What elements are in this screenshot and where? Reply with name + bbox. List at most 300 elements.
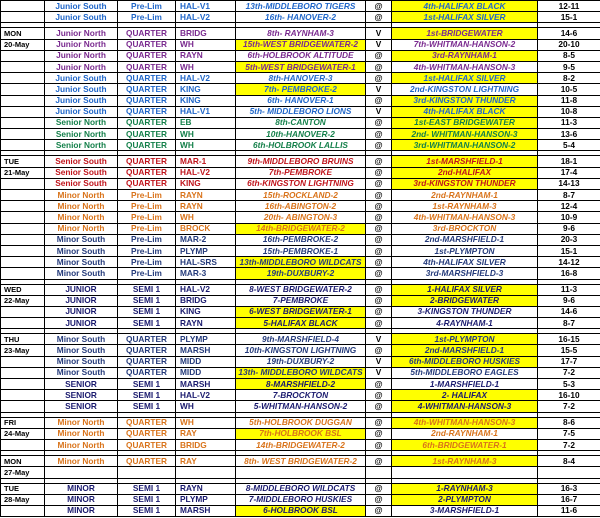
day-cell <box>1 379 45 390</box>
division-cell: Minor North <box>45 212 118 223</box>
field-cell: EB <box>176 117 236 128</box>
day-cell <box>1 234 45 245</box>
field-cell: KING <box>176 95 236 106</box>
round-cell: QUARTER <box>118 140 176 151</box>
score-cell: 7-2 <box>538 439 600 450</box>
field-cell: WH <box>176 61 236 72</box>
day-cell: 23-May <box>1 345 45 356</box>
score-cell: 7-2 <box>538 367 600 378</box>
score-cell: 17-7 <box>538 356 600 367</box>
away-team-cell: 1st-BRIDGEWATER <box>392 28 538 39</box>
table-row <box>1 356 600 367</box>
day-cell: 21-May <box>1 167 45 178</box>
away-team-cell: 1st-PLYMPTON <box>392 334 538 345</box>
day-cell: TUE <box>1 483 45 494</box>
table-row <box>1 367 600 378</box>
table-row <box>1 505 600 516</box>
score-cell: 7-5 <box>538 428 600 439</box>
day-cell <box>1 223 45 234</box>
score-cell: 9-6 <box>538 223 600 234</box>
score-cell: 5-4 <box>538 140 600 151</box>
division-cell: Junior North <box>45 50 118 61</box>
away-team-cell: 1-RAYNHAM-3 <box>392 483 538 494</box>
day-cell <box>1 190 45 201</box>
table-row <box>1 178 600 189</box>
score-cell: 11-8 <box>538 95 600 106</box>
score-cell: 16-8 <box>538 268 600 279</box>
day-cell <box>1 95 45 106</box>
field-cell: PLYMP <box>176 494 236 505</box>
home-team-cell: 6th-KINGSTON LIGHTNING <box>236 178 366 189</box>
round-cell: QUARTER <box>118 178 176 189</box>
home-team-cell: 6-HOLBROOK BSL <box>236 505 366 516</box>
home-team-cell: 9th-MIDDLEBORO BRUINS <box>236 156 366 167</box>
field-cell: HAL-V2 <box>176 167 236 178</box>
round-cell: QUARTER <box>118 73 176 84</box>
table-row <box>1 201 600 212</box>
field-cell: WH <box>176 140 236 151</box>
table-row <box>1 390 600 401</box>
score-cell: 12-11 <box>538 1 600 12</box>
home-team-cell: 13th-MIDDLEBORO WILDCATS <box>236 257 366 268</box>
day-cell: WED <box>1 284 45 295</box>
table-row <box>1 84 600 95</box>
field-cell: KING <box>176 84 236 95</box>
home-team-cell: 6th-HOLBROOK LALLIS <box>236 140 366 151</box>
day-cell <box>1 1 45 12</box>
home-team-cell: 7th-HOLBROOK BSL <box>236 428 366 439</box>
division-cell: JUNIOR <box>45 318 118 329</box>
home-team-cell: 5-WHITMAN-HANSON-2 <box>236 401 366 412</box>
day-cell <box>1 117 45 128</box>
division-cell: Minor North <box>45 439 118 450</box>
round-cell: QUARTER <box>118 117 176 128</box>
round-cell: QUARTER <box>118 345 176 356</box>
day-cell: THU <box>1 334 45 345</box>
away-team-cell: 3rd-BROCKTON <box>392 223 538 234</box>
venue-symbol-cell: @ <box>366 456 392 467</box>
round-cell: Pre-Lim <box>118 12 176 23</box>
venue-symbol-cell: @ <box>366 12 392 23</box>
round-cell <box>118 467 176 478</box>
score-cell: 9-6 <box>538 295 600 306</box>
score-cell: 16-15 <box>538 334 600 345</box>
venue-symbol-cell: @ <box>366 223 392 234</box>
day-cell <box>1 390 45 401</box>
score-cell: 9-5 <box>538 61 600 72</box>
away-team-cell: 6th-BRIDGEWATER-1 <box>392 439 538 450</box>
venue-symbol-cell: V <box>366 356 392 367</box>
round-cell: QUARTER <box>118 28 176 39</box>
home-team-cell: 5th- MIDDLEBORO LIONS <box>236 106 366 117</box>
venue-symbol-cell: V <box>366 334 392 345</box>
home-team-cell: 14th-BRIDGEWATER-2 <box>236 223 366 234</box>
round-cell: SEMI 1 <box>118 505 176 516</box>
table-row <box>1 379 600 390</box>
score-cell <box>538 467 600 478</box>
table-row <box>1 167 600 178</box>
table-row <box>1 467 600 478</box>
venue-symbol-cell: @ <box>366 50 392 61</box>
day-cell <box>1 367 45 378</box>
home-team-cell: 8-MIDDLEBORO WILDCATS <box>236 483 366 494</box>
home-team-cell <box>236 467 366 478</box>
venue-symbol-cell: @ <box>366 505 392 516</box>
away-team-cell: 1-MARSHFIELD-1 <box>392 379 538 390</box>
venue-symbol-cell: V <box>366 39 392 50</box>
division-cell: Minor South <box>45 367 118 378</box>
day-cell <box>1 505 45 516</box>
day-cell <box>1 318 45 329</box>
table-row <box>1 284 600 295</box>
score-cell: 8-7 <box>538 318 600 329</box>
away-team-cell: 3-MARSHFIELD-1 <box>392 505 538 516</box>
day-cell <box>1 306 45 317</box>
away-team-cell: 2nd-RAYNHAM-1 <box>392 428 538 439</box>
venue-symbol-cell: @ <box>366 284 392 295</box>
field-cell: HAL-V2 <box>176 390 236 401</box>
division-cell: Senior North <box>45 117 118 128</box>
score-cell: 8-2 <box>538 73 600 84</box>
division-cell: Minor North <box>45 417 118 428</box>
score-cell: 11-6 <box>538 505 600 516</box>
division-cell: Minor South <box>45 334 118 345</box>
away-team-cell: 2-PLYMPTON <box>392 494 538 505</box>
round-cell: SEMI 1 <box>118 494 176 505</box>
away-team-cell: 4th-HALIFAX SILVER <box>392 257 538 268</box>
score-cell: 15-5 <box>538 345 600 356</box>
field-cell: HAL-V2 <box>176 73 236 84</box>
venue-symbol-cell: @ <box>366 117 392 128</box>
away-team-cell: 1st-EAST BRIDGEWATER <box>392 117 538 128</box>
field-cell: MAR-3 <box>176 268 236 279</box>
field-cell: PLYMP <box>176 334 236 345</box>
score-cell: 8-4 <box>538 456 600 467</box>
field-cell: WH <box>176 417 236 428</box>
venue-symbol-cell: @ <box>366 245 392 256</box>
field-cell: MIDD <box>176 367 236 378</box>
away-team-cell: 4th-HALIFAX BLACK <box>392 1 538 12</box>
division-cell: Junior South <box>45 1 118 12</box>
away-team-cell: 2nd-HALIFAX <box>392 167 538 178</box>
division-cell: Junior North <box>45 39 118 50</box>
day-cell <box>1 257 45 268</box>
table-row <box>1 245 600 256</box>
schedule-body <box>1 1 600 517</box>
division-cell: SENIOR <box>45 390 118 401</box>
field-cell: RAYN <box>176 318 236 329</box>
round-cell: SEMI 1 <box>118 306 176 317</box>
score-cell: 14-6 <box>538 28 600 39</box>
day-cell: FRI <box>1 417 45 428</box>
venue-symbol-cell: @ <box>366 190 392 201</box>
day-cell: TUE <box>1 156 45 167</box>
away-team-cell: 7th-WHITMAN-HANSON-2 <box>392 39 538 50</box>
field-cell: KING <box>176 178 236 189</box>
venue-symbol-cell: @ <box>366 178 392 189</box>
venue-symbol-cell: @ <box>366 428 392 439</box>
away-team-cell: 3rd-WHITMAN-HANSON-2 <box>392 140 538 151</box>
home-team-cell: 15th-PEMBROKE-1 <box>236 245 366 256</box>
away-team-cell: 2- HALIFAX <box>392 390 538 401</box>
day-cell: 24-May <box>1 428 45 439</box>
field-cell: RAY <box>176 456 236 467</box>
field-cell: BRIDG <box>176 295 236 306</box>
day-cell: 22-May <box>1 295 45 306</box>
round-cell: Pre-Lim <box>118 234 176 245</box>
table-row <box>1 306 600 317</box>
score-cell: 14-13 <box>538 178 600 189</box>
score-cell: 16-3 <box>538 483 600 494</box>
round-cell: QUARTER <box>118 61 176 72</box>
table-row <box>1 140 600 151</box>
venue-symbol-cell: @ <box>366 483 392 494</box>
field-cell <box>176 467 236 478</box>
score-cell: 16-10 <box>538 390 600 401</box>
home-team-cell: 20th- ABINGTON-3 <box>236 212 366 223</box>
division-cell: MINOR <box>45 483 118 494</box>
venue-symbol-cell: @ <box>366 318 392 329</box>
score-cell: 15-1 <box>538 245 600 256</box>
score-cell: 8-6 <box>538 417 600 428</box>
venue-symbol-cell: @ <box>366 257 392 268</box>
home-team-cell: 6th-HOLBROOK ALTITUDE <box>236 50 366 61</box>
division-cell: SENIOR <box>45 379 118 390</box>
away-team-cell: 1st-RAYNHAM-3 <box>392 201 538 212</box>
day-cell: MON <box>1 456 45 467</box>
round-cell: QUARTER <box>118 156 176 167</box>
home-team-cell: 19th-DUXBURY-2 <box>236 268 366 279</box>
field-cell: RAYN <box>176 50 236 61</box>
field-cell: KING <box>176 306 236 317</box>
field-cell: MIDD <box>176 356 236 367</box>
table-row <box>1 12 600 23</box>
away-team-cell: 3rd-KINGSTON THUNDER <box>392 178 538 189</box>
division-cell: Junior North <box>45 61 118 72</box>
venue-symbol-cell: @ <box>366 167 392 178</box>
score-cell: 8-7 <box>538 190 600 201</box>
home-team-cell: 7th-PEMBROKE <box>236 167 366 178</box>
venue-symbol-cell: @ <box>366 95 392 106</box>
division-cell: Senior North <box>45 129 118 140</box>
table-row <box>1 295 600 306</box>
day-cell <box>1 212 45 223</box>
round-cell: QUARTER <box>118 167 176 178</box>
home-team-cell: 15th-ROCKLAND-2 <box>236 190 366 201</box>
table-row <box>1 494 600 505</box>
field-cell: PLYMP <box>176 245 236 256</box>
away-team-cell: 2nd-MARSHFIELD-1 <box>392 234 538 245</box>
score-cell: 18-1 <box>538 156 600 167</box>
day-cell <box>1 129 45 140</box>
home-team-cell: 8-WEST BRIDGEWATER-2 <box>236 284 366 295</box>
venue-symbol-cell: @ <box>366 268 392 279</box>
home-team-cell: 7-BROCKTON <box>236 390 366 401</box>
division-cell: Junior North <box>45 28 118 39</box>
table-row <box>1 223 600 234</box>
field-cell: MAR-1 <box>176 156 236 167</box>
field-cell: MARSH <box>176 345 236 356</box>
venue-symbol-cell: @ <box>366 379 392 390</box>
field-cell: RAYN <box>176 483 236 494</box>
day-cell <box>1 106 45 117</box>
division-cell: Junior South <box>45 106 118 117</box>
field-cell: MAR-2 <box>176 234 236 245</box>
table-row <box>1 268 600 279</box>
away-team-cell: 4th-HALIFAX BLACK <box>392 106 538 117</box>
round-cell: QUARTER <box>118 428 176 439</box>
score-cell: 8-5 <box>538 50 600 61</box>
round-cell: Pre-Lim <box>118 223 176 234</box>
away-team-cell: 2nd- WHITMAN-HANSON-3 <box>392 129 538 140</box>
division-cell: SENIOR <box>45 401 118 412</box>
venue-symbol-cell: @ <box>366 417 392 428</box>
field-cell: HAL-V1 <box>176 106 236 117</box>
away-team-cell: 1st-PLYMPTON <box>392 245 538 256</box>
division-cell: Minor South <box>45 268 118 279</box>
field-cell: HAL-V2 <box>176 284 236 295</box>
round-cell: QUARTER <box>118 50 176 61</box>
home-team-cell: 7-PEMBROKE <box>236 295 366 306</box>
table-row <box>1 50 600 61</box>
home-team-cell: 9th-MARSHFIELD-4 <box>236 334 366 345</box>
round-cell: SEMI 1 <box>118 379 176 390</box>
day-cell: 27-May <box>1 467 45 478</box>
score-cell: 15-1 <box>538 12 600 23</box>
division-cell: Senior South <box>45 167 118 178</box>
field-cell: WH <box>176 401 236 412</box>
division-cell: Senior North <box>45 140 118 151</box>
field-cell: BRIDG <box>176 439 236 450</box>
day-cell <box>1 201 45 212</box>
home-team-cell: 7th- PEMBROKE-2 <box>236 84 366 95</box>
division-cell: Minor North <box>45 190 118 201</box>
venue-symbol-cell: @ <box>366 129 392 140</box>
day-cell <box>1 84 45 95</box>
division-cell: Minor North <box>45 223 118 234</box>
field-cell: WH <box>176 39 236 50</box>
away-team-cell: 3-KINGSTON THUNDER <box>392 306 538 317</box>
away-team-cell: 5th-MIDDLEBORO EAGLES <box>392 367 538 378</box>
day-cell <box>1 12 45 23</box>
division-cell: JUNIOR <box>45 284 118 295</box>
round-cell: SEMI 1 <box>118 401 176 412</box>
round-cell: QUARTER <box>118 456 176 467</box>
round-cell: Pre-Lim <box>118 1 176 12</box>
score-cell: 11-3 <box>538 284 600 295</box>
score-cell: 17-4 <box>538 167 600 178</box>
venue-symbol-cell: @ <box>366 156 392 167</box>
table-row <box>1 212 600 223</box>
home-team-cell: 19th-DUXBURY-2 <box>236 356 366 367</box>
day-cell <box>1 178 45 189</box>
away-team-cell: 1-HALIFAX SILVER <box>392 284 538 295</box>
day-cell <box>1 268 45 279</box>
round-cell: Pre-Lim <box>118 245 176 256</box>
round-cell: SEMI 1 <box>118 483 176 494</box>
away-team-cell <box>392 467 538 478</box>
score-cell: 10-8 <box>538 106 600 117</box>
division-cell: Minor South <box>45 345 118 356</box>
field-cell: RAY <box>176 428 236 439</box>
division-cell: MINOR <box>45 494 118 505</box>
away-team-cell: 2-BRIDGEWATER <box>392 295 538 306</box>
home-team-cell: 14th-BRIDGEWATER-2 <box>236 439 366 450</box>
round-cell: QUARTER <box>118 95 176 106</box>
score-cell: 12-4 <box>538 201 600 212</box>
day-cell: MON <box>1 28 45 39</box>
away-team-cell: 2nd-RAYNHAM-1 <box>392 190 538 201</box>
field-cell: BROCK <box>176 223 236 234</box>
field-cell: RAYN <box>176 201 236 212</box>
round-cell: SEMI 1 <box>118 295 176 306</box>
away-team-cell: 1st-RAYNHAM-3 <box>392 456 538 467</box>
home-team-cell: 16th- HANOVER-2 <box>236 12 366 23</box>
home-team-cell: 16th-PEMBROKE-2 <box>236 234 366 245</box>
home-team-cell: 8th-HANOVER-3 <box>236 73 366 84</box>
day-cell <box>1 61 45 72</box>
division-cell: Junior South <box>45 73 118 84</box>
table-row <box>1 334 600 345</box>
field-cell: HAL-V1 <box>176 1 236 12</box>
home-team-cell: 10th-HANOVER-2 <box>236 129 366 140</box>
division-cell <box>45 467 118 478</box>
home-team-cell: 16th-ABINGTON-2 <box>236 201 366 212</box>
away-team-cell: 1st-HALIFAX SILVER <box>392 73 538 84</box>
round-cell: SEMI 1 <box>118 284 176 295</box>
division-cell: Junior South <box>45 84 118 95</box>
day-cell <box>1 73 45 84</box>
round-cell: Pre-Lim <box>118 268 176 279</box>
table-row <box>1 61 600 72</box>
table-row <box>1 234 600 245</box>
venue-symbol-cell: @ <box>366 61 392 72</box>
field-cell: MARSH <box>176 379 236 390</box>
venue-symbol-cell: @ <box>366 390 392 401</box>
score-cell: 5-3 <box>538 379 600 390</box>
venue-symbol-cell: @ <box>366 295 392 306</box>
score-cell: 20-3 <box>538 234 600 245</box>
home-team-cell: 13th- MIDDLEBORO WILDCATS <box>236 367 366 378</box>
field-cell: HAL-V2 <box>176 12 236 23</box>
away-team-cell: 3rd-RAYNHAM-1 <box>392 50 538 61</box>
day-cell <box>1 245 45 256</box>
round-cell: Pre-Lim <box>118 257 176 268</box>
home-team-cell: 8th- WEST BRIDGEWATER-2 <box>236 456 366 467</box>
round-cell: SEMI 1 <box>118 390 176 401</box>
home-team-cell: 8th- RAYNHAM-3 <box>236 28 366 39</box>
division-cell: Minor South <box>45 245 118 256</box>
away-team-cell: 3rd-KINGSTON THUNDER <box>392 95 538 106</box>
field-cell: MARSH <box>176 505 236 516</box>
home-team-cell: 15th-WEST BRIDGEWATER-2 <box>236 39 366 50</box>
round-cell: Pre-Lim <box>118 212 176 223</box>
division-cell: Minor South <box>45 234 118 245</box>
division-cell: JUNIOR <box>45 295 118 306</box>
home-team-cell: 10th-KINGSTON LIGHTNING <box>236 345 366 356</box>
table-row <box>1 456 600 467</box>
venue-symbol-cell: @ <box>366 306 392 317</box>
home-team-cell: 5th-WEST BRIDGEWATER-1 <box>236 61 366 72</box>
venue-symbol-cell: V <box>366 28 392 39</box>
round-cell: QUARTER <box>118 439 176 450</box>
score-cell: 10-5 <box>538 84 600 95</box>
division-cell: Minor North <box>45 428 118 439</box>
home-team-cell: 5-HALIFAX BLACK <box>236 318 366 329</box>
field-cell: WH <box>176 129 236 140</box>
division-cell: Senior South <box>45 178 118 189</box>
away-team-cell: 1st-MARSHFIELD-1 <box>392 156 538 167</box>
